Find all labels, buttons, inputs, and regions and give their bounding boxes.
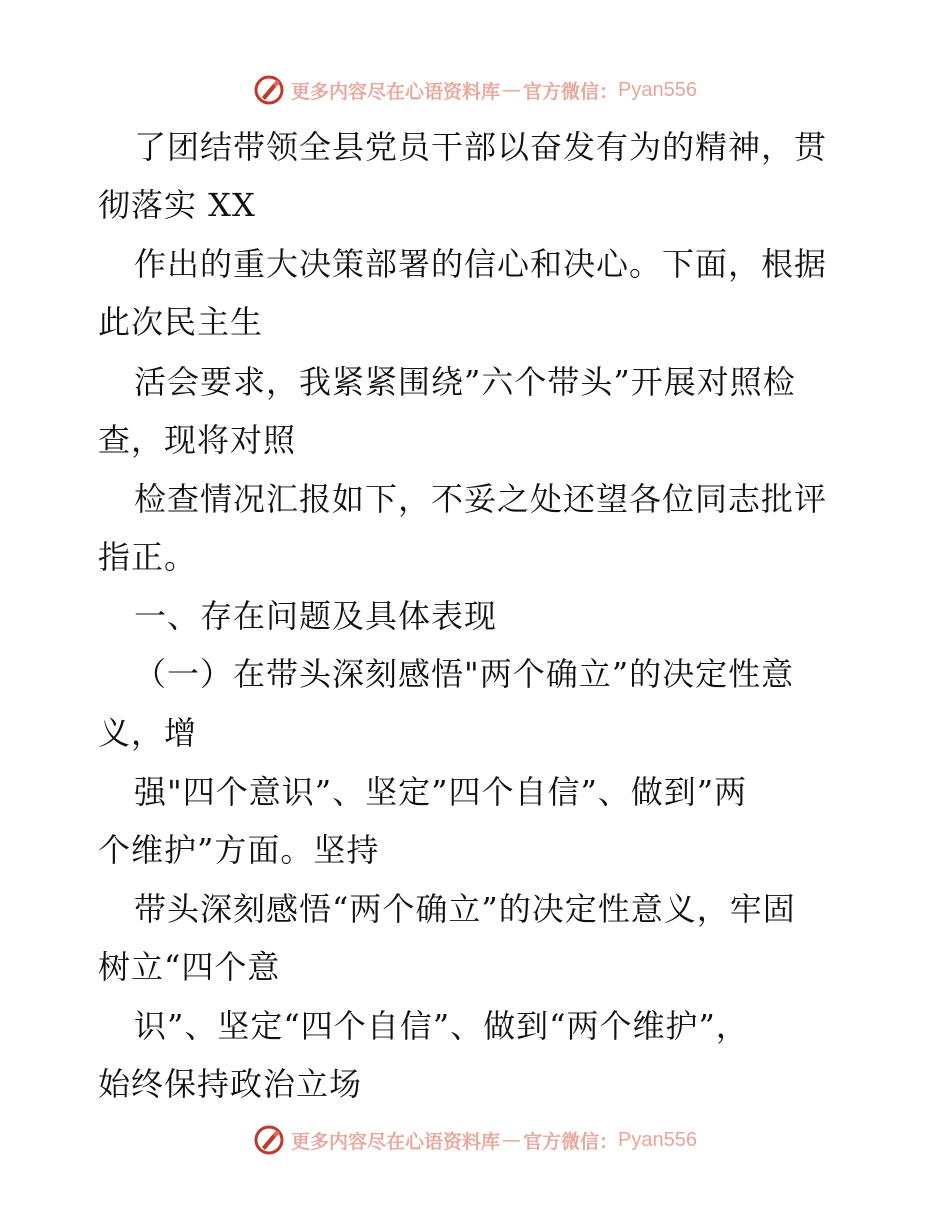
- body-line: 识”、坚定“四个自信”、做到“两个维护”，: [134, 1007, 749, 1045]
- body-line: （一）在带头深刻感悟"两个确立”的决定性意: [134, 655, 795, 693]
- body-line: 了团结带领全县党员干部以奋发有为的精神，贯: [134, 128, 828, 166]
- body-line: 彻落实 XX: [98, 186, 256, 224]
- header-separator: —: [502, 79, 522, 101]
- pen-logo-icon: [253, 74, 285, 106]
- footer-site-text: 更多内容尽在心语资料库: [291, 1130, 501, 1153]
- body-line: 作出的重大决策部署的信心和决心。下面，根据: [134, 245, 828, 283]
- body-line: 检查情况汇报如下，不妥之处还望各位同志批评: [134, 480, 828, 518]
- body-line: 树立“四个意: [98, 948, 281, 986]
- header-account-text: 官方微信：: [523, 80, 619, 103]
- footer-account-text: 官方微信：: [523, 1130, 619, 1153]
- body-line: 此次民主生: [98, 303, 264, 341]
- body-line: 带头深刻感悟“两个确立”的决定性意义，牢固: [134, 890, 796, 928]
- section-heading: 一、存在问题及具体表现: [134, 597, 498, 635]
- body-line: 指正。: [98, 538, 198, 576]
- body-line: 活会要求，我紧紧围绕”六个带头”开展对照检: [134, 363, 796, 401]
- footer-separator: —: [502, 1129, 522, 1151]
- body-line: 个维护”方面。坚持: [98, 831, 380, 869]
- header-handle: Pyan556: [618, 78, 697, 101]
- footer-handle: Pyan556: [618, 1128, 697, 1151]
- header-watermark: [0, 72, 950, 108]
- body-line: 始终保持政治立场: [98, 1065, 363, 1103]
- footer-watermark: [0, 1122, 950, 1158]
- body-line: 强"四个意识”、坚定”四个自信”、做到”两: [134, 773, 748, 811]
- body-line: 义，增: [98, 714, 198, 752]
- header-site-text: 更多内容尽在心语资料库: [291, 80, 501, 103]
- body-line: 查，现将对照: [98, 421, 297, 459]
- pen-logo-icon: [253, 1124, 285, 1156]
